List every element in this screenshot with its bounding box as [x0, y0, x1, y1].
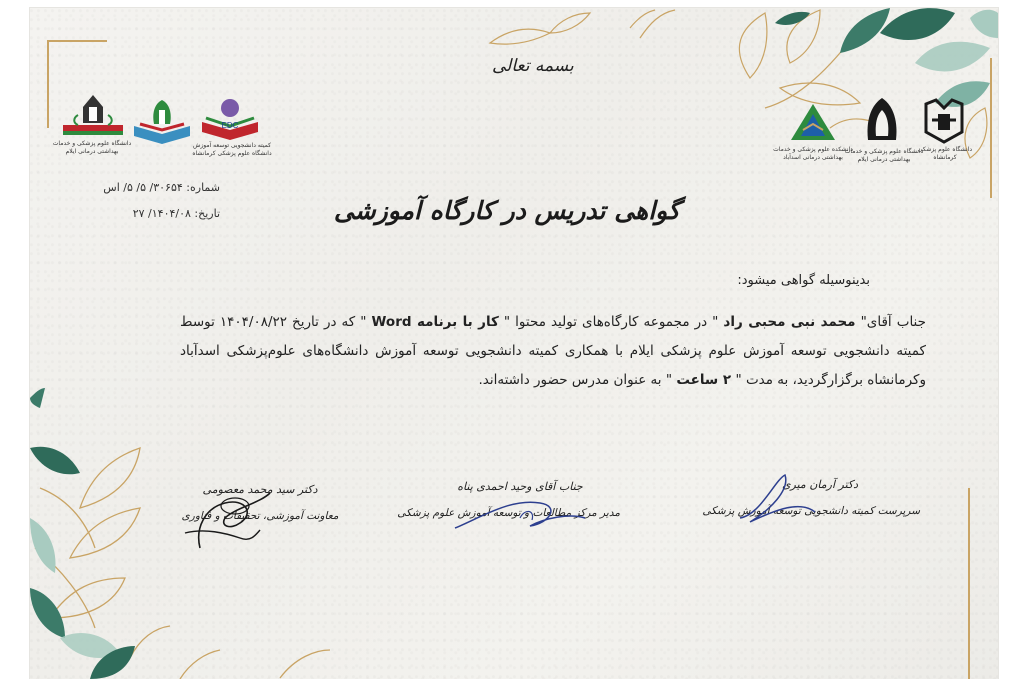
- signature-scribble-left: [180, 478, 280, 558]
- certificate-number-value: ۳۰۶۵۴/ ۵/ ۵/ اس: [103, 181, 183, 194]
- frame-line-top-left-v: [47, 40, 49, 128]
- body-part-4: " به عنوان مدرس حضور داشته‌اند.: [478, 372, 673, 388]
- signatory-name-center: جناب آقای وحید احمدی پناه: [457, 480, 583, 493]
- certificate-number-label: شماره:: [186, 181, 220, 194]
- asadabad-emblem-icon: [785, 100, 841, 146]
- book-emblem-icon: [130, 96, 194, 146]
- ilam-logo: [860, 96, 904, 150]
- body-part-1: جناب آقای": [860, 314, 926, 330]
- frame-line-top-left-h: [47, 40, 107, 42]
- certificate-date-value: ۱۴۰۴/۰۸/ ۲۷: [132, 207, 191, 220]
- workshop-name: کار با برنامه Word: [371, 314, 499, 330]
- kermanshah-emblem-icon: [922, 98, 966, 144]
- logo-caption-right-1: دانشکده علوم پزشکی و خدمات بهداشتی درمانی اسدآباد: [773, 146, 853, 161]
- logo-caption-right-3: دانشگاه علوم پزشکی کرمانشاه: [917, 146, 973, 161]
- frame-line-top-right-v: [990, 58, 992, 198]
- frame-line-bottom-right-v: [968, 488, 970, 679]
- logo-caption-left-1: دانشگاه علوم پزشکی و خدمات بهداشتی درمانی ایلام: [52, 140, 132, 155]
- medical-university-logo-1: [58, 93, 128, 147]
- certificate-date: [90, 207, 220, 220]
- edc-logo-label: EDC: [221, 121, 239, 130]
- signature-scribble-center: [450, 488, 590, 538]
- recipient-name: محمد نبی محبی راد: [723, 314, 856, 330]
- workshop-duration: ۲ ساعت: [676, 372, 732, 388]
- edc-logo: [198, 96, 262, 146]
- signatory-name-right: دکتر آرمان میری: [781, 478, 859, 491]
- university-emblem-icon: [58, 93, 128, 143]
- basmala-heading: بسمه تعالی: [492, 56, 574, 76]
- body-part-2: " در مجموعه کارگاه‌های تولید محتوا ": [503, 314, 719, 330]
- asadabad-logo: [785, 100, 841, 150]
- signatory-name-left: دکتر سید محمد معصومی: [202, 483, 318, 496]
- ilam-emblem-icon: [860, 96, 904, 146]
- certificate-body: [180, 308, 926, 395]
- edc-emblem-icon: [198, 96, 262, 142]
- signatory-title-center: مدیر مرکز مطالعات و توسعه آموزش علوم پزشکی: [397, 507, 620, 519]
- signatory-title-left: معاونت آموزشی، تحقیقات و فناوری: [181, 510, 339, 522]
- medical-university-logo-2: [130, 96, 194, 150]
- certificate-number: [90, 181, 220, 194]
- kermanshah-logo: [922, 98, 966, 148]
- signature-scribble-right: [730, 470, 820, 530]
- certificate-intro: بدینوسیله گواهی میشود:: [737, 273, 870, 288]
- leaf-decoration-top-left: [450, 8, 690, 58]
- certificate-date-label: تاریخ:: [194, 207, 220, 220]
- logo-caption-right-2: دانشگاه علوم پزشکی و خدمات بهداشتی درمانی ایلام: [844, 148, 924, 163]
- certificate-title: گواهی تدریس در کارگاه آموزشی: [333, 196, 680, 225]
- signatory-title-right: سرپرست کمیته دانشجویی توسعه آموزش پزشکی: [702, 505, 920, 517]
- certificate-paper: [30, 8, 998, 679]
- logo-caption-left-3: کمیته دانشجویی توسعه آموزش دانشگاه علوم پزشکی کرمانشاه: [192, 142, 272, 157]
- body-part-3: " که در تاریخ ۱۴۰۴/۰۸/۲۲ توسط کمیته دانشجویی توسعه آموزش علوم پزشکی ایلام با همکاری کمیته دانشجویی توسعه آموزش دانشگاه‌های علوم‌پزشکی اسدآباد وکرمانشاه برگزارگردید، به مدت ": [180, 314, 926, 388]
